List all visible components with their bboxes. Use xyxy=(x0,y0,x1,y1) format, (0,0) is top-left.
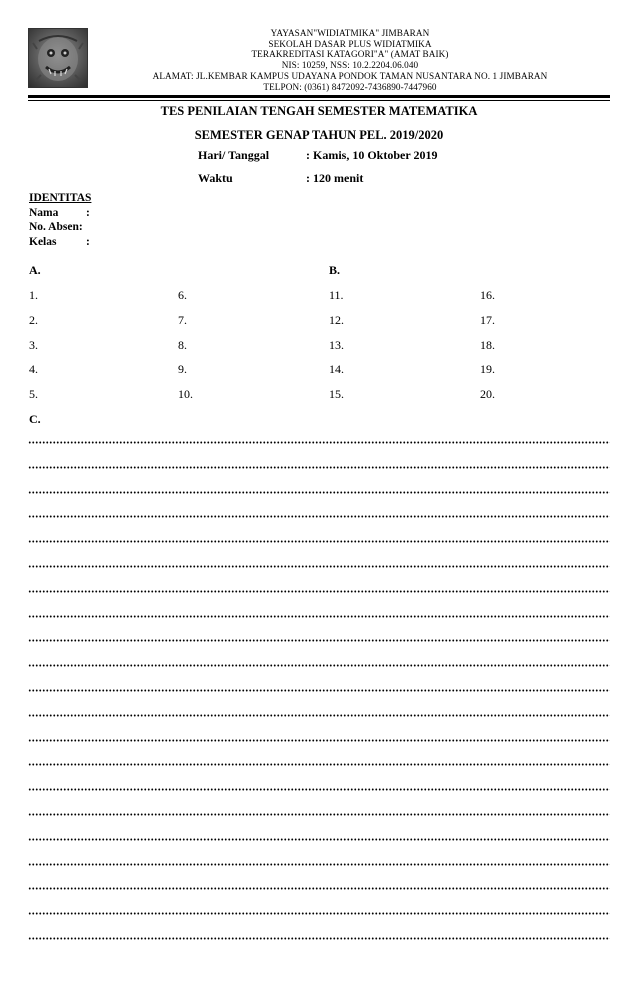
essay-answer-line xyxy=(28,515,610,518)
essay-answer-line xyxy=(28,788,610,791)
answer-number: 19. xyxy=(480,362,495,376)
answer-number: 12. xyxy=(329,313,344,327)
absen-colon: : xyxy=(78,221,83,233)
answer-number: 10. xyxy=(178,387,193,401)
header-divider-thin xyxy=(28,100,610,101)
essay-answer-line xyxy=(28,466,610,469)
school-address: ALAMAT: JL.KEMBAR KAMPUS UDAYANA PONDOK TAMAN NUSANTARA NO. 1 JIMBARAN xyxy=(152,70,548,81)
answer-number: 14. xyxy=(329,362,344,376)
class-row xyxy=(29,235,91,250)
foundation-name: YAYASAN"WIDIATMIKA" JIMBARAN xyxy=(270,28,430,38)
school-phone: TELPON: (0361) 8472092-7436890-7447960 xyxy=(263,81,437,92)
essay-answer-line xyxy=(28,887,610,890)
name-label: Nama xyxy=(29,206,59,219)
absen-label: No. Absen xyxy=(29,221,79,233)
class-colon: : xyxy=(86,235,90,248)
school-emblem-icon xyxy=(29,29,87,87)
section-b-heading: B. xyxy=(329,263,341,277)
answer-number: 8. xyxy=(178,338,187,352)
answer-number: 3. xyxy=(29,338,38,352)
essay-answer-line xyxy=(28,763,610,766)
section-c-heading: C. xyxy=(29,412,41,426)
answer-number: 1. xyxy=(29,288,38,302)
time-value: : 120 menit xyxy=(306,171,364,185)
class-label: Kelas xyxy=(29,235,57,248)
exam-title: TES PENILAIAN TENGAH SEMESTER MATEMATIKA xyxy=(160,104,478,118)
header-divider xyxy=(28,95,610,98)
section-a-heading: A. xyxy=(29,263,41,277)
answer-number: 7. xyxy=(178,313,187,327)
essay-answer-line xyxy=(28,590,610,593)
essay-answer-line xyxy=(28,863,610,866)
name-row xyxy=(29,206,91,221)
school-name: SEKOLAH DASAR PLUS WIDIATMIKA xyxy=(268,38,432,49)
absen-row xyxy=(29,220,91,235)
time-label: Waktu xyxy=(198,171,233,185)
essay-answer-line xyxy=(28,491,610,494)
letterhead xyxy=(100,28,600,92)
answer-number: 5. xyxy=(29,387,38,401)
essay-answer-line xyxy=(28,838,610,841)
answer-number: 18. xyxy=(480,338,495,352)
school-ids: NIS: 10259, NSS: 10.2.2204.06.040 xyxy=(281,60,419,71)
answer-number: 13. xyxy=(329,338,344,352)
essay-answer-line xyxy=(28,540,610,543)
school-logo xyxy=(28,28,88,88)
essay-answer-line xyxy=(28,565,610,568)
answer-number: 20. xyxy=(480,387,495,401)
essay-answer-line xyxy=(28,813,610,816)
date-value: : Kamis, 10 Oktober 2019 xyxy=(306,148,438,162)
identity-heading: IDENTITAS xyxy=(29,192,92,204)
essay-answer-line xyxy=(28,739,610,742)
exam-subtitle: SEMESTER GENAP TAHUN PEL. 2019/2020 xyxy=(194,128,444,142)
date-label: Hari/ Tanggal xyxy=(198,148,270,162)
essay-answer-line xyxy=(28,615,610,618)
essay-answer-line xyxy=(28,937,610,940)
essay-answer-line xyxy=(28,912,610,915)
answer-number: 11. xyxy=(329,288,344,302)
answer-number: 17. xyxy=(480,313,495,327)
essay-answer-line xyxy=(28,639,610,642)
name-colon: : xyxy=(86,206,90,219)
essay-answer-line xyxy=(28,441,610,444)
answer-number: 4. xyxy=(29,362,38,376)
answer-number: 9. xyxy=(178,362,187,376)
answer-number: 15. xyxy=(329,387,344,401)
essay-answer-line xyxy=(28,714,610,717)
answer-number: 6. xyxy=(178,288,187,302)
accreditation: TERAKREDITASI KATAGORI"A" (AMAT BAIK) xyxy=(251,49,449,60)
essay-answer-line xyxy=(28,664,610,667)
identity-block xyxy=(29,191,91,249)
essay-answer-line xyxy=(28,689,610,692)
answer-number: 16. xyxy=(480,288,495,302)
answer-number: 2. xyxy=(29,313,38,327)
